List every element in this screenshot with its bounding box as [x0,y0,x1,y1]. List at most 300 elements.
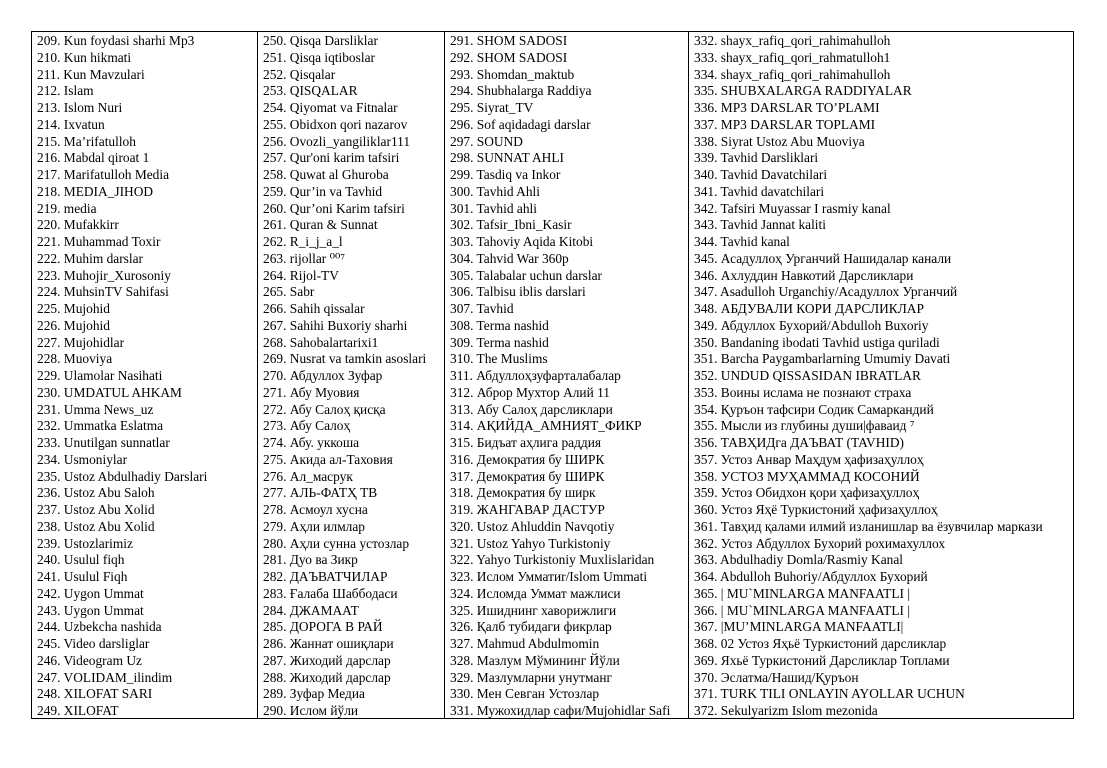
channel-name: АҚИЙДА_АМНИЯТ_ФИКР [476,418,642,434]
table-row [263,703,444,718]
channel-name: Ахлуддин Навкотий Дарсликлари [720,267,914,283]
row-number: 299. [450,167,474,182]
channel-name: SHOM SADOSI [476,49,568,65]
row-number: 290. [263,703,287,718]
row-number: 310. [450,351,474,367]
row-number: 249. [37,703,61,718]
table-row [37,469,257,486]
table-row [37,335,257,352]
row-number: 250. [263,33,287,48]
row-number: 248. [37,686,61,702]
table-row [263,217,444,234]
table-row [37,536,257,553]
table-row [450,284,688,301]
channel-name: Жиходий дарслар [289,652,391,668]
row-number: 216. [37,150,61,166]
row-number: 263. [263,250,287,266]
table-row [450,184,688,201]
row-number: 328. [450,652,474,668]
row-number: 289. [263,686,287,702]
channel-name: Muhammad Toxir [63,234,161,249]
table-row [37,184,257,201]
table-row [263,33,444,50]
channel-name: ТАВҲИДга ДАЪВАТ (TAVHID) [720,435,904,450]
table-row [694,100,1073,117]
table-row [263,301,444,318]
channel-name: XILOFAT [63,703,119,718]
table-row [694,217,1073,234]
table-row [694,686,1073,703]
table-row [694,569,1073,586]
channel-name: Абдуллох Бухорий/Abdulloh Buxoriy [720,317,929,333]
row-number: 256. [263,133,287,149]
table-row [37,167,257,184]
table-row [450,50,688,67]
row-number: 358. [694,468,718,484]
row-number: 275. [263,451,287,467]
channel-name: Абу Салоҳ [289,418,351,434]
channel-name: Демократия бу ширк [476,485,596,501]
table-row [263,418,444,435]
row-number: 238. [37,518,61,534]
table-row [694,703,1073,718]
channel-name: Ovozli_yangiliklar111 [289,133,411,149]
row-number: 227. [37,334,61,350]
table-row [450,519,688,536]
channel-name: Qur'oni karim tafsiri [289,150,400,166]
table-row [37,83,257,100]
channel-name: Mujohidlar [63,334,125,350]
channel-name: Ал_масрук [289,468,353,484]
channel-name: ДОРОГА В РАЙ [289,619,383,635]
channel-name: Unutilgan sunnatlar [63,435,170,450]
table-row [263,569,444,586]
table-row [694,636,1073,653]
row-number: 339. [694,150,718,166]
row-number: 341. [694,183,718,199]
row-number: 244. [37,619,61,635]
channel-name: Talbisu iblis darslari [476,284,586,300]
row-number: 344. [694,234,718,249]
table-row [694,234,1073,251]
table-row [450,167,688,184]
channel-name: Qisqa Darsliklar [289,33,378,48]
channel-name: Muoviya [63,351,113,367]
row-number: 214. [37,116,61,132]
channel-name: Umma News_uz [63,401,154,417]
table-row [263,502,444,519]
row-number: 304. [450,250,474,266]
channel-name: shayx_rafiq_qori_rahmatulloh1 [720,49,891,65]
channel-name: QISQALAR [289,83,358,99]
row-number: 267. [263,317,287,333]
channel-name: Kun foydasi sharhi Mp3 [63,33,195,48]
row-number: 220. [37,217,61,233]
table-row [694,50,1073,67]
table-row [37,636,257,653]
table-row [450,150,688,167]
row-number: 316. [450,451,474,467]
row-number: 276. [263,468,287,484]
table-row [450,536,688,553]
row-number: 215. [37,133,61,149]
table-row [694,335,1073,352]
row-number: 346. [694,267,718,283]
row-number: 257. [263,150,287,166]
row-number: 333. [694,49,718,65]
channel-name: Nusrat va tamkin asoslari [289,351,427,367]
channel-name: Muhim darslar [63,250,144,266]
channel-name: Bandaning ibodati Tavhid ustiga quriladi [720,334,940,350]
table-row [37,385,257,402]
row-number: 259. [263,183,287,199]
row-number: 315. [450,435,474,450]
channel-name: Tahoviy Aqida Kitobi [476,234,594,249]
row-number: 343. [694,217,718,233]
row-number: 293. [450,66,474,82]
table-row [450,385,688,402]
row-number: 217. [37,167,61,182]
table-row [263,167,444,184]
table-row [263,686,444,703]
table-row [450,619,688,636]
table-row [37,150,257,167]
table-row [263,653,444,670]
table-row [263,201,444,218]
channel-name: Ustozlarimiz [63,535,133,551]
row-number: 210. [37,49,61,65]
row-number: 287. [263,652,287,668]
channel-name: Qisqalar [289,66,336,82]
channel-name: Абу Муовия [289,384,360,400]
table-row [694,552,1073,569]
channel-name: Яхьё Туркистоний Дарсликлар Топлами [720,652,950,668]
table-row [37,134,257,151]
channel-name: Исломда Уммат мажлиси [476,585,621,601]
channel-name: Abdulloh Buhoriy/Абдуллох Бухорий [720,569,928,584]
channel-name: Ustoz Abu Saloh [63,485,155,501]
table-row [694,485,1073,502]
channel-name: Siyrat_TV [476,100,534,115]
channel-name: Tasdiq va Inkor [476,167,561,182]
channel-name: Ғалаба Шаббодаси [289,585,398,601]
row-number: 213. [37,100,61,115]
channel-name: Qur’oni Karim tafsiri [289,200,405,216]
table-row [37,402,257,419]
channel-name: UMDATUL AHKAM [63,384,182,400]
channel-name: Мазлумларни унутманг [476,669,613,685]
table-row [450,217,688,234]
channel-name: MuhsinTV Sahifasi [63,284,169,300]
row-number: 311. [450,368,473,383]
table-row [450,670,688,687]
channel-name: Quwat al Ghuroba [289,167,389,182]
table-row [694,418,1073,435]
table-row [450,485,688,502]
table-row [694,368,1073,385]
table-row [694,251,1073,268]
channel-name: Obidxon qori nazarov [289,116,408,132]
row-number: 232. [37,418,61,434]
channel-name: Абдуллоҳзуфарталабалар [476,368,621,383]
channel-name: Воины ислама не познают страха [720,384,912,400]
channel-name: Asadulloh Urganchiy/Асадуллох Урганчий [720,284,958,300]
table-row [37,33,257,50]
channel-name: Устоз Абдуллох Бухорий рохимахуллох [720,535,946,551]
row-number: 342. [694,200,718,216]
channel-name: Muhojir_Xurosoniy [63,267,171,283]
channel-name: The Muslims [476,351,548,367]
channel-name: УСТОЗ МУҲАММАД КОСОНИЙ [720,468,920,484]
row-number: 308. [450,317,474,333]
row-number: 298. [450,150,474,166]
table-row [694,33,1073,50]
row-number: 340. [694,167,718,182]
row-number: 274. [263,435,287,450]
table-row [694,519,1073,536]
row-number: 296. [450,116,474,132]
row-number: 319. [450,502,474,517]
channel-name: rijollar ⁰⁰⁷ [289,250,345,266]
table-row [450,636,688,653]
row-number: 260. [263,200,287,216]
channel-name: |MU’MINLARGA MANFAATLI| [720,619,904,635]
table-row [37,485,257,502]
row-number: 209. [37,33,61,48]
channel-name: 02 Устоз Яҳьё Туркистоний дарсликлар [720,636,947,651]
table-row [450,251,688,268]
channel-name: | MU`MINLARGA MANFAATLI | [720,585,911,601]
row-number: 318. [450,485,474,501]
channel-name: Абу. уккоша [289,435,360,450]
table-row [37,502,257,519]
row-number: 233. [37,435,61,450]
channel-name: Абу Салоҳ дарсликлари [476,401,613,417]
table-row [694,167,1073,184]
table-row [37,284,257,301]
row-number: 361. [694,518,718,534]
channel-name: shayx_rafiq_qori_rahimahulloh [720,33,891,48]
table-row [37,586,257,603]
channel-name: Ummatka Eslatma [63,418,164,434]
channel-name: Siyrat Ustoz Abu Muoviya [720,133,865,149]
table-row [263,284,444,301]
table-row [37,552,257,569]
table-row [263,368,444,385]
row-number: 368. [694,636,718,651]
channel-name: Rijol-TV [289,267,339,283]
table-row [450,83,688,100]
row-number: 211. [37,66,60,82]
row-number: 243. [37,602,61,618]
channel-name: Ixvatun [63,116,105,132]
table-row [450,368,688,385]
channel-name: Sahih qissalar [289,301,365,316]
table-row [694,452,1073,469]
row-number: 219. [37,200,61,216]
table-row [37,686,257,703]
channel-list-table [31,31,1074,719]
row-number: 327. [450,636,474,651]
row-number: 221. [37,234,61,249]
table-row [37,117,257,134]
row-number: 284. [263,602,287,618]
table-row [694,670,1073,687]
row-number: 351. [694,351,718,367]
table-row [694,184,1073,201]
channel-name: Устоз Анвар Маҳдум ҳафизаҳуллоҳ [720,451,924,467]
channel-name: Ислом йўли [289,703,359,718]
table-row [450,435,688,452]
channel-name: Устоз Обидхон қори ҳафизаҳуллоҳ [720,485,920,501]
row-number: 365. [694,585,718,601]
channel-name: Ислом Умматиr/Islom Ummati [476,569,648,584]
row-number: 264. [263,267,287,283]
row-number: 326. [450,619,474,635]
table-row [694,134,1073,151]
row-number: 364. [694,569,718,584]
table-row [450,33,688,50]
table-row [450,301,688,318]
table-row [450,703,688,718]
channel-name: ДАЪВАТЧИЛАР [289,569,388,584]
channel-name: SUNNAT AHLI [476,150,564,166]
row-number: 306. [450,284,474,300]
row-number: 255. [263,116,287,132]
row-number: 279. [263,518,287,534]
channel-name: Uzbekcha nashida [63,619,162,635]
channel-name: Жаннат ошиқлари [289,636,394,651]
table-row [450,569,688,586]
row-number: 297. [450,133,474,149]
table-row [450,117,688,134]
row-number: 325. [450,602,474,618]
row-number: 247. [37,669,61,685]
row-number: 225. [37,301,61,316]
channel-name: Мысли из глубины души|фаваид ⁷ [720,418,915,434]
row-number: 230. [37,384,61,400]
row-number: 312. [450,384,474,400]
channel-name: Sabr [289,284,315,300]
table-row [450,201,688,218]
table-row [37,217,257,234]
channel-name: ДЖАМААТ [289,602,359,618]
row-number: 228. [37,351,61,367]
table-row [263,100,444,117]
channel-name: Qiyomat va Fitnalar [289,100,398,115]
row-number: 324. [450,585,474,601]
channel-name: Tavhid davatchilari [720,183,825,199]
table-row [263,402,444,419]
table-row [263,619,444,636]
table-row [37,351,257,368]
channel-name: Акида ал-Таховия [289,451,393,467]
row-number: 277. [263,485,287,501]
row-number: 353. [694,384,718,400]
channel-name: Mujohid [63,301,110,316]
row-number: 357. [694,451,718,467]
row-number: 239. [37,535,61,551]
table-row [263,351,444,368]
table-row [37,569,257,586]
row-number: 334. [694,66,718,82]
row-number: 348. [694,301,718,316]
channel-name: Shomdan_maktub [476,66,575,82]
row-number: 305. [450,267,474,283]
row-number: 371. [694,686,718,702]
table-row [694,117,1073,134]
table-row [37,318,257,335]
channel-name: Usulul Fiqh [63,569,128,584]
table-row [37,619,257,636]
row-number: 271. [263,384,287,400]
channel-name: Ustoz Ahluddin Navqotiy [476,518,615,534]
row-number: 360. [694,502,718,517]
table-row [263,586,444,603]
channel-name: Tafsir_Ibni_Kasir [476,217,572,233]
channel-name: TURK TILI ONLAYIN AYOLLAR UCHUN [720,686,965,702]
channel-name: Аброр Мухтор Алий 11 [476,384,611,400]
table-row [263,134,444,151]
row-number: 366. [694,602,718,618]
row-number: 337. [694,116,718,132]
channel-name: ЖАНГАВАР ДАСТУР [476,502,605,517]
row-number: 363. [694,552,718,568]
row-number: 254. [263,100,287,115]
row-number: 234. [37,451,61,467]
channel-name: Tahvid War 360p [476,250,569,266]
table-row [450,234,688,251]
row-number: 295. [450,100,474,115]
table-row [450,318,688,335]
row-number: 370. [694,669,718,685]
row-number: 258. [263,167,287,182]
channel-name: Talabalar uchun darslar [476,267,603,283]
channel-name: Қуръон тафсири Содик Самаркандий [720,401,934,417]
table-row [263,603,444,620]
table-row [694,603,1073,620]
channel-name: MP3 DARSLAR TOPLAMI [720,116,876,132]
row-number: 329. [450,669,474,685]
row-number: 266. [263,301,287,316]
table-row [694,201,1073,218]
row-number: 212. [37,83,61,99]
row-number: 288. [263,669,287,685]
channel-name: АБДУВАЛИ КОРИ ДАРСЛИКЛАР [720,301,924,316]
table-row [450,686,688,703]
table-row [263,670,444,687]
channel-name: Sahihi Buxoriy sharhi [289,317,408,333]
channel-name: Barcha Paygambarlarning Umumiy Davati [720,351,951,367]
table-row [263,50,444,67]
table-row [37,653,257,670]
channel-name: Islom Nuri [63,100,123,115]
row-number: 269. [263,351,287,367]
table-row [263,234,444,251]
channel-name: Uygon Ummat [63,585,144,601]
channel-name: Қалб тубидаги фикрлар [476,619,612,635]
channel-name: Ustoz Yahyo Turkistoniy [476,535,611,551]
row-number: 354. [694,401,718,417]
table-row [263,469,444,486]
channel-name: Tavhid kanal [720,234,790,249]
table-row [37,603,257,620]
channel-name: Ustoz Abdulhadiy Darslari [63,468,208,484]
row-number: 280. [263,535,287,551]
channel-name: MP3 DARSLAR TO’PLAMI [720,100,880,115]
channel-name: Демократия бу ШИРК [476,451,605,467]
table-column-1 [32,32,258,718]
